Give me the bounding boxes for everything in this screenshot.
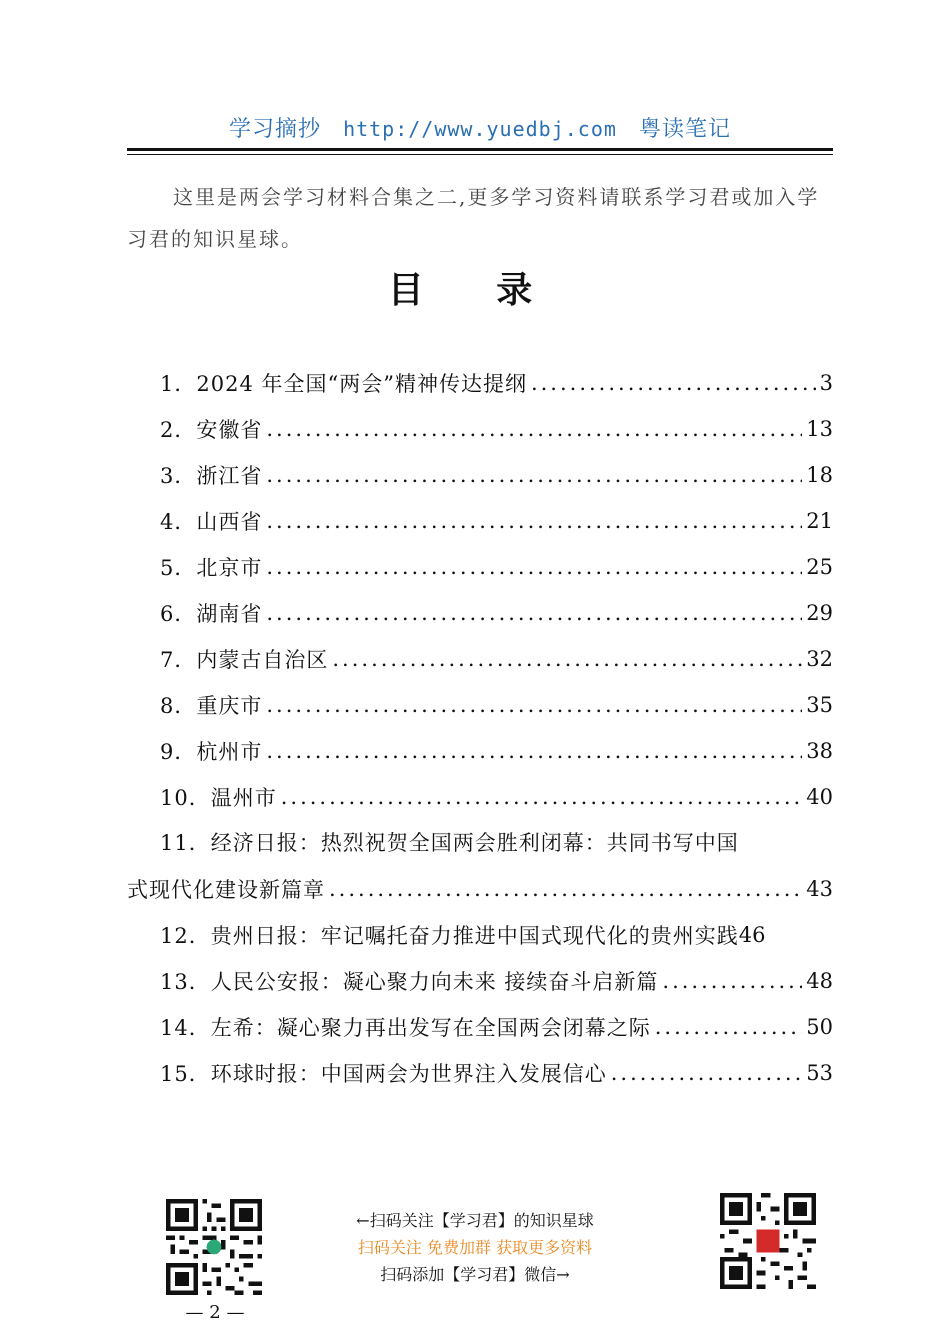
toc-page: 50 (806, 1015, 833, 1039)
toc-item[interactable] (127, 1050, 833, 1096)
toc-item[interactable] (127, 912, 833, 958)
toc-item[interactable] (127, 360, 833, 406)
toc-page: 13 (806, 417, 833, 441)
footer-promo (300, 1207, 650, 1288)
toc-label: 13．人民公安报：凝心聚力向未来 接续奋斗启新篇 (160, 970, 659, 994)
qr-code-icon[interactable] (166, 1199, 262, 1295)
toc-label: 12．贵州日报：牢记嘱托奋力推进中国式现代化的贵州实践 (160, 924, 739, 948)
toc-leader (266, 463, 802, 487)
toc-leader (266, 739, 802, 763)
footer-line-3: 扫码添加【学习君】微信→ (380, 1265, 570, 1284)
toc-leader (329, 877, 802, 901)
toc-leader (266, 417, 802, 441)
toc-label-continued: 式现代化建设新篇章 (127, 878, 325, 902)
toc-item[interactable] (127, 1004, 833, 1050)
toc-page: 43 (806, 877, 833, 901)
page-number: — 2 — (185, 1302, 245, 1323)
toc-item[interactable] (127, 682, 833, 728)
header-right: 粤读笔记 (638, 117, 731, 142)
toc-leader (662, 969, 802, 993)
toc-leader (266, 693, 802, 717)
toc-item[interactable] (127, 406, 833, 452)
qr-code-icon[interactable] (720, 1193, 816, 1289)
toc-item[interactable] (127, 544, 833, 590)
toc-leader (332, 647, 802, 671)
header-left: 学习摘抄 (229, 117, 322, 142)
header-url[interactable]: http://www.yuedbj.com (343, 117, 617, 141)
toc-page: 38 (806, 739, 833, 763)
toc-item[interactable] (127, 820, 833, 912)
toc-label: 5．北京市 (160, 556, 263, 580)
toc-leader (655, 1015, 803, 1039)
toc-label: 1．2024 年全国“两会”精神传达提纲 (160, 372, 527, 396)
footer-line-1: ←扫码关注【学习君】的知识星球 (356, 1211, 594, 1230)
toc-item[interactable] (127, 498, 833, 544)
toc-label: 8．重庆市 (160, 694, 263, 718)
toc-leader (266, 509, 802, 533)
toc-item[interactable] (127, 636, 833, 682)
toc-leader (266, 601, 802, 625)
toc-label: 7．内蒙古自治区 (160, 648, 329, 672)
toc-page: 53 (806, 1061, 833, 1085)
toc-label: 2．安徽省 (160, 418, 263, 442)
toc-page: 40 (806, 785, 833, 809)
toc-label: 6．湖南省 (160, 602, 263, 626)
toc-label: 11．经济日报：热烈祝贺全国两会胜利闭幕：共同书写中国 (160, 831, 739, 855)
toc-label: 15．环球时报：中国两会为世界注入发展信心 (160, 1062, 607, 1086)
toc-page: 29 (806, 601, 833, 625)
header-rule-thick (127, 148, 833, 151)
toc-item[interactable] (127, 958, 833, 1004)
toc-item[interactable] (127, 728, 833, 774)
toc-page: 46 (738, 923, 766, 947)
toc-item[interactable] (127, 590, 833, 636)
toc-item[interactable] (127, 774, 833, 820)
toc-leader (266, 555, 802, 579)
toc-page: 35 (806, 693, 833, 717)
footer-line-2: 扫码关注 免费加群 获取更多资料 (357, 1238, 593, 1257)
toc-leader (611, 1061, 803, 1085)
toc-label: 14．左希：凝心聚力再出发写在全国两会闭幕之际 (160, 1016, 651, 1040)
toc-page: 32 (806, 647, 833, 671)
page-title: 目 录 (387, 269, 563, 311)
toc-page: 3 (819, 371, 833, 395)
toc-page: 25 (806, 555, 833, 579)
toc-label: 9．杭州市 (160, 740, 263, 764)
toc-label: 10．温州市 (160, 786, 277, 810)
intro-paragraph: 这里是两会学习材料合集之二,更多学习资料请联系学习君或加入学习君的知识星球。 (127, 185, 820, 251)
toc-page: 21 (806, 509, 833, 533)
page-header (127, 112, 833, 143)
toc-leader (281, 785, 803, 809)
toc-label: 4．山西省 (160, 510, 263, 534)
table-of-contents (127, 360, 833, 1096)
toc-page: 18 (806, 463, 833, 487)
header-rule-thin (127, 154, 833, 155)
toc-label: 3．浙江省 (160, 464, 263, 488)
toc-leader (531, 371, 816, 395)
toc-item[interactable] (127, 452, 833, 498)
toc-page: 48 (806, 969, 833, 993)
